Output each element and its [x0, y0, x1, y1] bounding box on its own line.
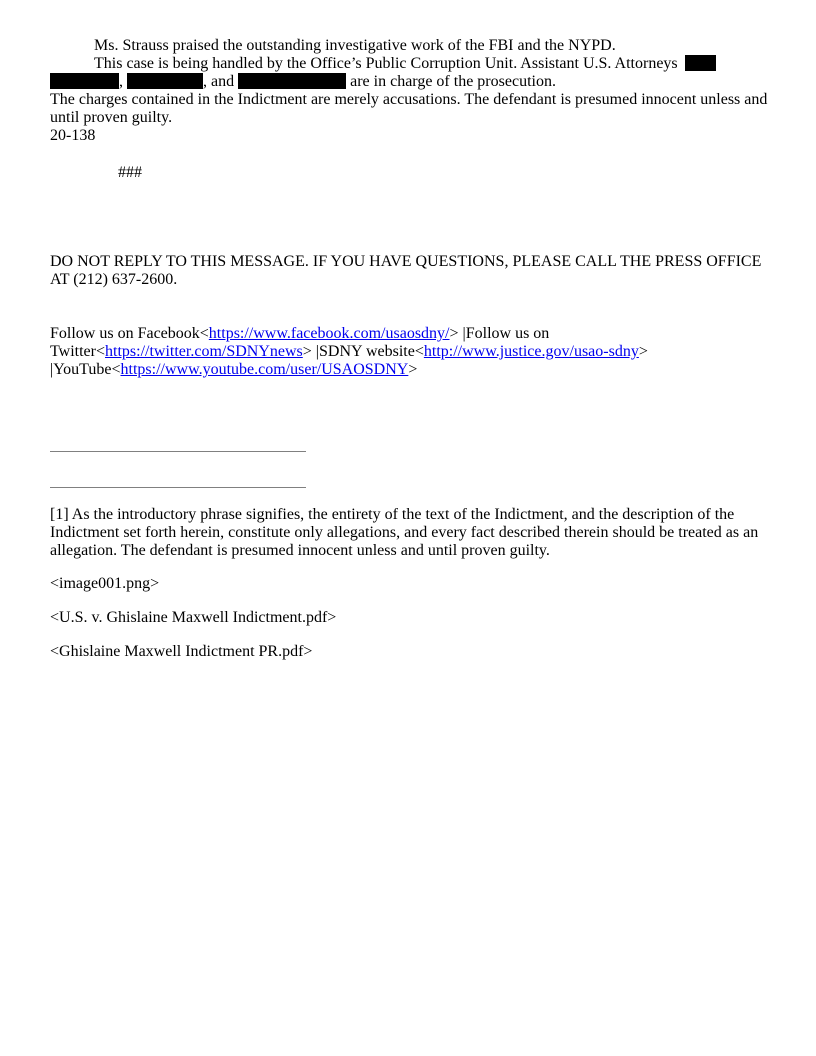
- separator-comma: ,: [119, 73, 123, 90]
- social-line-youtube: [50, 361, 417, 379]
- website-close: >: [638, 343, 648, 360]
- redaction-block: [127, 73, 203, 89]
- attachment-indictment-pdf[interactable]: <U.S. v. Ghislaine Maxwell Indictment.pdf>: [50, 609, 337, 626]
- facebook-label: Follow us on Facebook<: [50, 325, 209, 342]
- separator-rule: [50, 487, 306, 488]
- separator-rule: [50, 451, 306, 452]
- website-link[interactable]: http://www.justice.gov/usao-sdny: [423, 343, 639, 360]
- social-line-facebook: [50, 325, 549, 343]
- paragraph-handled-line1: [94, 55, 716, 73]
- youtube-link[interactable]: https://www.youtube.com/user/USAOSDNY: [120, 361, 409, 378]
- attachment-press-release-pdf[interactable]: <Ghislaine Maxwell Indictment PR.pdf>: [50, 643, 313, 660]
- end-marker: ###: [118, 164, 142, 181]
- youtube-close: >: [408, 361, 418, 378]
- redaction-block: [50, 73, 119, 89]
- social-line-twitter: [50, 343, 648, 361]
- handled-intro-text: This case is being handled by the Office’s Public Corruption Unit. Assistant U.S. Attorneys: [94, 55, 678, 72]
- release-number: 20-138: [50, 127, 96, 144]
- twitter-prefix: > |Follow us on: [449, 325, 550, 342]
- twitter-link[interactable]: https://twitter.com/SDNYnews: [105, 343, 303, 360]
- youtube-label: |YouTube<: [50, 361, 121, 378]
- twitter-label: Twitter<: [50, 343, 105, 360]
- redaction-block: [685, 55, 716, 71]
- attachment-image[interactable]: <image001.png>: [50, 575, 160, 592]
- separator-and: , and: [203, 73, 235, 90]
- facebook-link[interactable]: https://www.facebook.com/usaosdny/: [208, 325, 450, 342]
- redaction-block: [238, 73, 346, 89]
- paragraph-handled-line2: [50, 73, 556, 91]
- no-reply-notice-line1: DO NOT REPLY TO THIS MESSAGE. IF YOU HAVE QUESTIONS, PLEASE CALL THE PRESS OFFICE: [50, 253, 762, 270]
- paragraph-praise: Ms. Strauss praised the outstanding investigative work of the FBI and the NYPD.: [94, 37, 616, 54]
- no-reply-notice-line2: AT (212) 637-2600.: [50, 271, 178, 288]
- website-label: > |SDNY website<: [302, 343, 424, 360]
- paragraph-charges: The charges contained in the Indictment are merely accusations. The defendant is presumed innocent unless and until proven guilty.: [50, 91, 768, 126]
- footnote: [1] As the introductory phrase signifies, the entirety of the text of the Indictment, and the description of the Indictment set forth herein, constitute only allegations, and every fact described therein should be treated as an allegation. The defendant is presumed innocent unless and until proven guilty.: [50, 506, 759, 559]
- handled-end-text: are in charge of the prosecution.: [350, 73, 556, 90]
